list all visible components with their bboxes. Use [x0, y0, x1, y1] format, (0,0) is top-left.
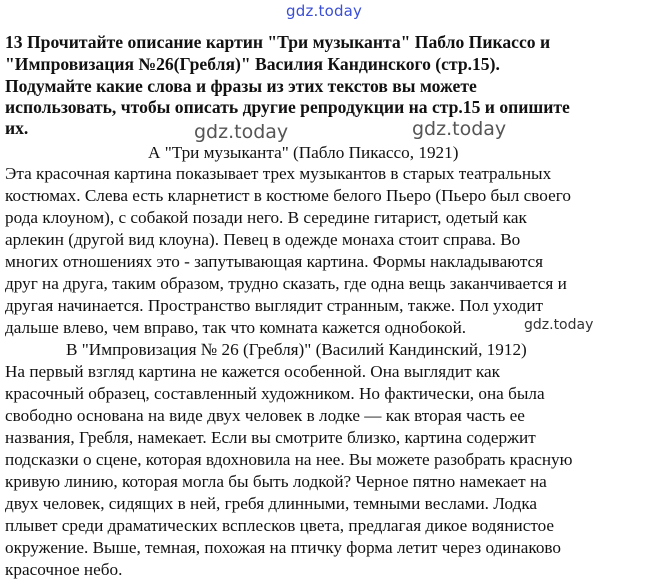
text-line: кривую линию, которая могла бы быть лодкой? Черное пятно намекает на: [5, 472, 547, 491]
text-line: свободно основана на виде двух человек в лодке — как вторая часть ее: [5, 406, 525, 425]
watermark-mid-left: gdz.today: [194, 121, 289, 143]
text-line: красочное небо.: [5, 560, 123, 579]
watermark-mid-right: gdz.today: [412, 118, 507, 140]
section-b-heading: В "Импровизация № 26 (Гребля)" (Василий Кандинский, 1912): [66, 340, 527, 359]
watermark-top: gdz.today: [286, 2, 363, 20]
text-line: окружение. Выше, темная, похожая на птичку форма летит через одинаково: [5, 538, 562, 557]
task-line: использовать, чтобы описать другие репродукции на стр.15 и опишите: [5, 97, 570, 117]
text-line: двух человек, сидящих в ней, гребя длинными, темными веслами. Лодка: [5, 494, 538, 513]
text-line: На первый взгляд картина не кажется особенной. Она выглядит как: [5, 362, 500, 381]
text-line: подсказки о сцене, которая вдохновила на нее. Вы можете разобрать красную: [5, 450, 573, 469]
section-a-heading: А "Три музыканта" (Пабло Пикассо, 1921): [148, 143, 459, 162]
task-line: "Импровизация №26(Гребля)" Василия Кандинского (стр.15).: [5, 54, 500, 74]
text-line: Эта красочная картина показывает трех музыкантов в старых театральных: [5, 164, 552, 183]
task-line: 13 Прочитайте описание картин "Три музыканта" Пабло Пикассо и: [5, 32, 551, 52]
text-line: друг на друга, таким образом, трудно сказать, где одна вещь заканчивается и: [5, 274, 567, 293]
text-line: плывет среди драматических всплесков цвета, предлагая дикое водянистое: [5, 516, 555, 535]
text-line: другая начинается. Пространство выглядит странным, также. Пол уходит: [5, 296, 544, 315]
text-line: многих отношениях это - запутывающая картина. Формы накладываются: [5, 252, 544, 271]
text-line: красочный образец, составленный художником. Но фактически, она была: [5, 384, 545, 403]
task-line: Подумайте какие слова и фразы из этих текстов вы можете: [5, 76, 477, 96]
text-line: дальше влево, чем вправо, так что комната кажется однобокой.: [5, 318, 467, 337]
watermark-inline: gdz.today: [524, 317, 594, 333]
text-line: костюмах. Слева есть кларнетист в костюме белого Пьеро (Пьеро был своего: [5, 186, 571, 205]
text-line: рода клоуном), с собакой позади него. В середине гитарист, одетый как: [5, 208, 527, 227]
text-line: арлекин (другой вид клоуна). Певец в одежде монаха стоит справа. Во: [5, 230, 521, 249]
task-line: их.: [5, 118, 29, 138]
text-line: названия, Гребля, намекает. Если вы смотрите близко, картина содержит: [5, 428, 536, 447]
